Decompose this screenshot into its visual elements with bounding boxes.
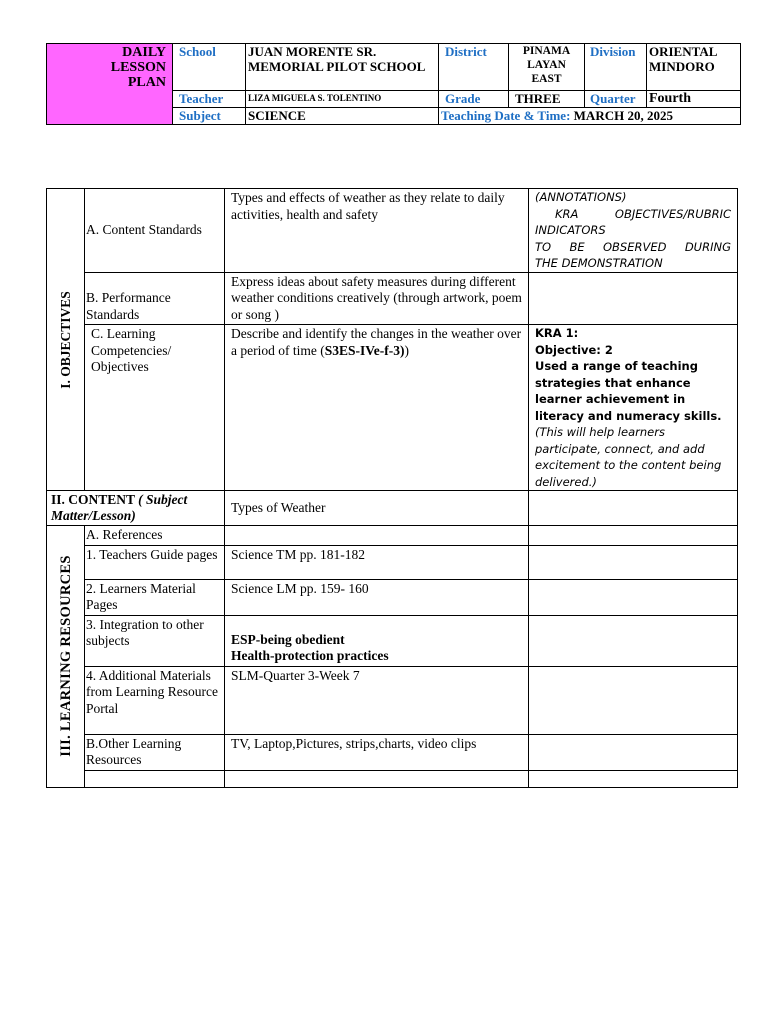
district-label: District <box>439 44 509 91</box>
kra-note: (This will help learners participate, connect, and add excitement to the content being delivered.) <box>535 425 722 489</box>
competencies-label: C. Learning Competencies/ Objectives <box>85 325 225 491</box>
school-value: JUAN MORENTE SR. MEMORIAL PILOT SCHOOL <box>246 44 439 91</box>
division-value: ORIENTAL MINDORO <box>647 44 741 91</box>
kra-description: Used a range of teaching strategies that enhance learner achievement in literacy and numeracy skills. <box>535 359 722 423</box>
annotations-line-4: TO BE OBSERVED DURING <box>535 239 731 254</box>
resources-section-label: III. LEARNING RESOURCES <box>57 555 74 757</box>
grade-value: THREE <box>509 91 585 108</box>
content-label-cell <box>47 491 225 526</box>
additional-materials-value: SLM-Quarter 3-Week 7 <box>225 666 529 734</box>
empty-row-value <box>225 770 529 787</box>
teachers-guide-label: 1. Teachers Guide pages <box>85 545 225 579</box>
references-annotation <box>529 526 738 546</box>
learners-material-label: 2. Learners Material Pages <box>85 579 225 615</box>
competencies-code: S3ES-IVe-f-3) <box>324 342 405 358</box>
content-value: Types of Weather <box>225 491 529 526</box>
content-label-sub: ( Subject Matter/Lesson) <box>51 492 188 523</box>
kra-objective: Objective: 2 <box>535 342 613 357</box>
content-standards-label: A. Content Standards <box>85 189 225 273</box>
competencies-close: ) <box>404 342 409 358</box>
content-label-main: II. CONTENT <box>51 492 135 507</box>
division-label: Division <box>585 44 647 91</box>
other-resources-label: B.Other Learning Resources <box>85 734 225 770</box>
references-label: A. References <box>85 526 225 546</box>
district-value: PINAMA LAYAN EAST <box>509 44 585 91</box>
quarter-value: Fourth <box>647 91 741 108</box>
learners-material-value: Science LM pp. 159- 160 <box>225 579 529 615</box>
kra-title: KRA 1: <box>535 326 579 340</box>
teacher-label: Teacher <box>173 91 246 108</box>
content-annotation <box>529 491 738 526</box>
integration-annotation <box>529 615 738 666</box>
subject-label: Subject <box>173 108 246 125</box>
empty-row-annotation <box>529 770 738 787</box>
additional-materials-annotation <box>529 666 738 734</box>
integration-value-2: Health-protection practices <box>231 648 389 663</box>
dlp-title-line-1: DAILY <box>122 45 166 60</box>
objectives-section-label: I. OBJECTIVES <box>57 290 73 389</box>
school-label: School <box>173 44 246 91</box>
other-resources-value: TV, Laptop,Pictures, strips,charts, video clips <box>225 734 529 770</box>
teaching-date-label: Teaching Date & Time: <box>441 108 571 123</box>
competencies-text: Describe and identify the changes in the weather over a period of time ( <box>231 326 522 358</box>
teaching-date-value: MARCH 20, 2025 <box>573 108 673 123</box>
teachers-guide-value: Science TM pp. 181-182 <box>225 545 529 579</box>
performance-standards-value: Express ideas about safety measures during different weather conditions creatively (through artwork, poem or song ) <box>225 272 529 325</box>
grade-label: Grade <box>439 91 509 108</box>
quarter-label: Quarter <box>585 91 647 108</box>
references-value <box>225 526 529 546</box>
empty-row-label <box>85 770 225 787</box>
dlp-title-line-3: PLAN <box>127 75 166 90</box>
subject-value: SCIENCE <box>246 108 439 125</box>
performance-standards-annotation <box>529 272 738 325</box>
annotations-line-3: INDICATORS <box>535 223 606 237</box>
lesson-plan-table <box>46 188 738 788</box>
resources-section-cell <box>47 526 85 788</box>
objectives-section-cell <box>47 189 85 491</box>
dlp-title-line-2: LESSON <box>110 60 166 75</box>
learners-material-annotation <box>529 579 738 615</box>
content-standards-value: Types and effects of weather as they relate to daily activities, health and safety <box>225 189 529 273</box>
integration-value-1: ESP-being obedient <box>231 631 345 647</box>
teaching-date-cell <box>439 108 741 125</box>
annotations-line-2: KRA OBJECTIVES/RUBRIC <box>555 206 731 221</box>
competencies-value <box>225 325 529 491</box>
teacher-value: LIZA MIGUELA S. TOLENTINO <box>246 91 439 108</box>
performance-standards-label: B. Performance Standards <box>85 272 225 325</box>
annotations-line-5: THE DEMONSTRATION <box>535 256 663 270</box>
header-table <box>46 43 741 125</box>
annotations-cell <box>529 189 738 273</box>
kra-annotation-cell <box>529 325 738 491</box>
integration-label: 3. Integration to other subjects <box>85 615 225 666</box>
additional-materials-label: 4. Additional Materials from Learning Resource Portal <box>85 666 225 734</box>
integration-value <box>225 615 529 666</box>
other-resources-annotation <box>529 734 738 770</box>
annotations-heading: (ANNOTATIONS) <box>535 190 627 204</box>
teachers-guide-annotation <box>529 545 738 579</box>
dlp-title-cell <box>47 44 173 125</box>
